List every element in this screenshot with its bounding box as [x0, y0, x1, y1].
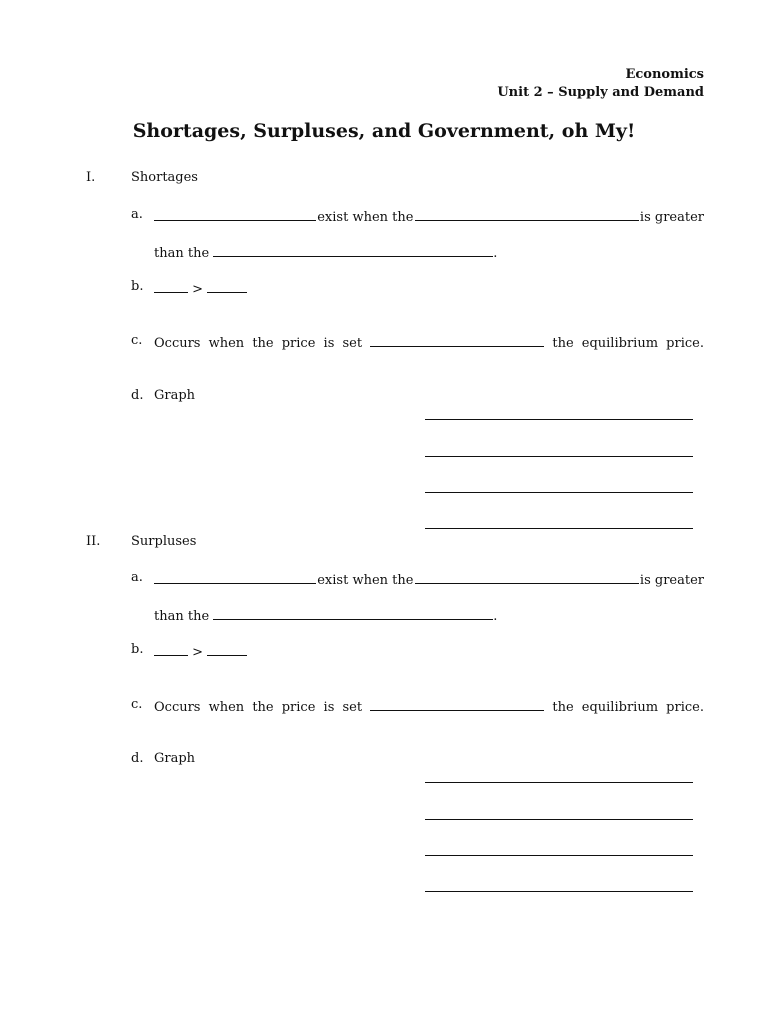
word: equilibrium — [581, 700, 659, 715]
answer-line[interactable] — [425, 819, 693, 820]
word: price. — [666, 700, 704, 715]
section-numeral: I. — [86, 170, 96, 185]
item-letter-a: a. — [131, 207, 143, 222]
item-a-line2 — [154, 243, 704, 261]
word: set — [342, 336, 363, 351]
item-letter-d: d. — [131, 388, 144, 403]
blank-field[interactable] — [154, 642, 188, 656]
answer-line[interactable] — [425, 782, 693, 783]
blank-field[interactable] — [207, 642, 247, 656]
item-a-text-end: is greater — [639, 573, 704, 588]
item-a-line1 — [154, 570, 704, 588]
item-a-text-end: is greater — [639, 210, 704, 225]
section-heading: Surpluses — [131, 534, 197, 549]
course-name: Economics — [625, 67, 704, 82]
document-header — [497, 66, 704, 102]
item-letter-a: a. — [131, 570, 143, 585]
word: price — [281, 336, 316, 351]
word: is — [323, 700, 335, 715]
item-c — [154, 697, 704, 715]
answer-line[interactable] — [425, 855, 693, 856]
answer-line[interactable] — [425, 419, 693, 420]
item-letter-b: b. — [131, 279, 144, 294]
item-letter-c: c. — [131, 697, 143, 712]
word: Occurs — [154, 336, 201, 351]
blank-field[interactable] — [415, 207, 639, 221]
item-a-period: . — [493, 246, 498, 261]
blank-field[interactable] — [154, 279, 188, 293]
section-numeral: II. — [86, 534, 101, 549]
item-a-line2 — [154, 606, 704, 624]
blank-field[interactable] — [370, 333, 544, 347]
answer-line[interactable] — [425, 528, 693, 529]
item-a-text: exist when the — [317, 573, 414, 588]
blank-field[interactable] — [415, 570, 639, 584]
blank-field[interactable] — [207, 279, 247, 293]
word: price. — [666, 336, 704, 351]
unit-name: Unit 2 – Supply and Demand — [497, 85, 704, 100]
greater-than-symbol: > — [192, 645, 204, 660]
item-a-line1 — [154, 207, 704, 225]
item-c — [154, 333, 704, 351]
word: set — [342, 700, 363, 715]
blank-field[interactable] — [213, 606, 493, 620]
item-a-text: exist when the — [317, 210, 414, 225]
blank-field[interactable] — [154, 570, 316, 584]
item-letter-b: b. — [131, 642, 144, 657]
item-a-line2-text: than the — [154, 609, 210, 624]
item-a-line2-text: than the — [154, 246, 210, 261]
answer-line[interactable] — [425, 891, 693, 892]
answer-line[interactable] — [425, 456, 693, 457]
item-b — [154, 279, 704, 297]
item-letter-d: d. — [131, 751, 144, 766]
item-d-label: Graph — [154, 751, 196, 766]
word: Occurs — [154, 700, 201, 715]
page-title: Shortages, Surpluses, and Government, oh My! — [132, 120, 636, 142]
word: the — [252, 700, 274, 715]
item-d-label: Graph — [154, 388, 196, 403]
blank-field[interactable] — [370, 697, 544, 711]
word: the — [252, 336, 274, 351]
greater-than-symbol: > — [192, 282, 204, 297]
word: equilibrium — [581, 336, 659, 351]
word: when — [208, 336, 245, 351]
item-a-period: . — [493, 609, 498, 624]
word: the — [552, 336, 574, 351]
word: when — [208, 700, 245, 715]
word: is — [323, 336, 335, 351]
item-b — [154, 642, 704, 660]
blank-field[interactable] — [213, 243, 493, 257]
blank-field[interactable] — [154, 207, 316, 221]
section-heading: Shortages — [131, 170, 198, 185]
word: the — [552, 700, 574, 715]
item-letter-c: c. — [131, 333, 143, 348]
answer-line[interactable] — [425, 492, 693, 493]
word: price — [281, 700, 316, 715]
